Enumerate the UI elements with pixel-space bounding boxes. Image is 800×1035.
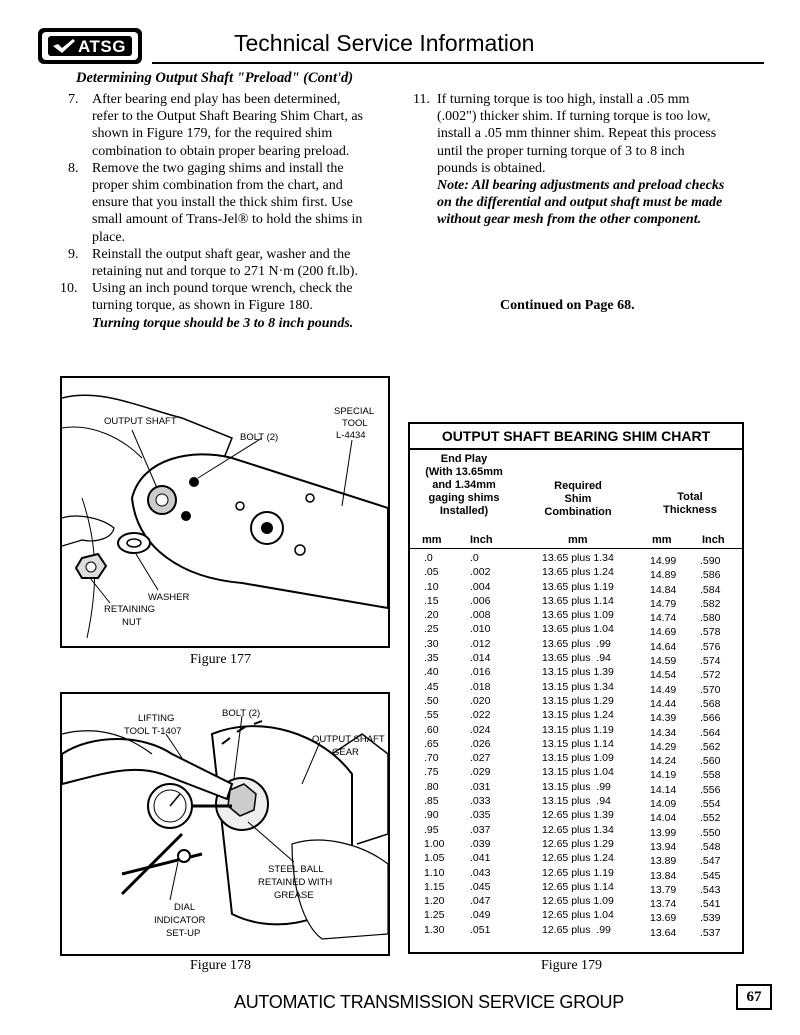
- table-cell: .014: [470, 652, 491, 665]
- table-row: [410, 709, 742, 723]
- table-cell: 14.54: [650, 669, 677, 682]
- label-steel-ball-3: GREASE: [274, 890, 314, 901]
- table-cell: .010: [470, 623, 491, 636]
- page-title: Technical Service Information: [234, 30, 535, 56]
- table-cell: 13.74: [650, 898, 677, 911]
- table-cell: 13.15 plus 1.24: [542, 709, 614, 722]
- shim-chart: [408, 422, 744, 954]
- figure-178-caption: Figure 178: [190, 958, 252, 973]
- table-row: [410, 666, 742, 680]
- table-cell: 14.19: [650, 769, 677, 782]
- label-bolt-178: BOLT (2): [222, 708, 261, 719]
- table-cell: .45: [424, 680, 439, 693]
- table-cell: .035: [470, 809, 491, 822]
- table-cell: .539: [700, 912, 721, 925]
- table-row: [410, 695, 742, 709]
- table-row: [410, 681, 742, 695]
- table-cell: 13.65 plus 1.34: [542, 552, 614, 564]
- table-cell: .039: [470, 837, 491, 850]
- chart-title: OUTPUT SHAFT BEARING SHIM CHART: [410, 424, 742, 450]
- step-10: 10. Using an inch pound torque wrench, check the turning torque, as shown in Figure 180. Turning torque should be 3 to 8 inch pounds.: [60, 280, 368, 332]
- table-cell: .051: [470, 923, 491, 936]
- table-cell: 14.89: [650, 569, 677, 582]
- table-cell: .045: [470, 880, 491, 893]
- header-rule: [152, 62, 764, 64]
- figure-178-illustration: [62, 694, 388, 954]
- table-row: [410, 881, 742, 895]
- figure-177-caption: Figure 177: [190, 652, 252, 667]
- label-output-shaft: OUTPUT SHAFT: [104, 416, 177, 427]
- continued-note: Continued on Page 68.: [500, 298, 635, 313]
- table-row: [410, 552, 742, 566]
- table-cell: .582: [700, 597, 721, 610]
- table-row: [410, 766, 742, 780]
- logo-text: ATSG: [78, 37, 126, 56]
- label-washer: WASHER: [148, 592, 190, 603]
- table-cell: 12.65 plus 1.14: [542, 880, 614, 893]
- table-row: [410, 724, 742, 738]
- table-row: [410, 738, 742, 752]
- table-cell: .20: [424, 609, 439, 622]
- table-cell: 12.65 plus 1.39: [542, 809, 614, 822]
- figure-177-illustration: [62, 378, 388, 646]
- table-cell: .0: [424, 552, 433, 564]
- table-row: [410, 566, 742, 580]
- table-cell: 12.65 plus 1.09: [542, 895, 614, 908]
- step-7: 7. After bearing end play has been determined, refer to the Output Shaft Bearing Shim Chart, as shown in Figure 179, for the required shim combination to obtain proper bearing preload.: [68, 92, 363, 159]
- table-cell: 14.99: [650, 555, 677, 567]
- step-9: 9. Reinstall the output shaft gear, washer and the retaining nut and torque to 271 N·m (200 ft.lb).: [68, 246, 358, 280]
- table-row: [410, 581, 742, 595]
- label-retaining-nut-1: RETAINING: [104, 604, 156, 615]
- atsg-logo: [38, 28, 142, 64]
- table-cell: .90: [424, 809, 439, 822]
- label-dial-1: DIAL: [174, 902, 196, 913]
- table-cell: .006: [470, 594, 491, 607]
- step-11: 11. If turning torque is too high, install a .05 mm (.002") thicker shim. If turning torque is too low, install a .05 mm thinner shim. Repeat this process until the proper turning torque of 3 to 8 inch pounds is obtained. Note: All bearing adjustments and preload checks on the differential and output shaft must be made without gear mesh from the other component.: [413, 92, 725, 228]
- table-cell: 13.65 plus 1.19: [542, 580, 614, 593]
- table-cell: .95: [424, 823, 439, 836]
- table-row: [410, 852, 742, 866]
- table-cell: 13.15 plus 1.34: [542, 680, 614, 693]
- table-cell: .026: [470, 737, 491, 750]
- table-cell: 13.89: [650, 855, 677, 868]
- table-row: [410, 909, 742, 923]
- figure-179-caption: Figure 179: [541, 958, 603, 973]
- table-cell: 12.65 plus .99: [542, 923, 611, 936]
- table-cell: 13.15 plus .99: [542, 780, 611, 793]
- table-cell: 1.15: [424, 880, 445, 893]
- table-cell: .80: [424, 780, 439, 793]
- label-special-tool-3: L-4434: [336, 430, 366, 441]
- table-cell: 14.49: [650, 683, 677, 696]
- unit-shim-mm: mm: [568, 534, 588, 546]
- table-cell: 13.15 plus .94: [542, 795, 611, 808]
- table-cell: .041: [470, 852, 491, 865]
- table-cell: 13.15 plus 1.29: [542, 694, 614, 707]
- figure-178: [60, 692, 390, 956]
- table-cell: .552: [700, 812, 721, 825]
- section-subtitle: Determining Output Shaft "Preload" (Cont'd): [76, 70, 354, 86]
- table-cell: .002: [470, 566, 491, 579]
- label-special-tool-1: SPECIAL: [334, 406, 375, 417]
- table-cell: .548: [700, 840, 721, 853]
- table-cell: .033: [470, 795, 491, 808]
- table-cell: 14.04: [650, 812, 677, 825]
- table-cell: .586: [700, 569, 721, 582]
- label-bolt: BOLT (2): [240, 432, 279, 443]
- table-cell: 1.05: [424, 852, 445, 865]
- table-cell: .541: [700, 898, 721, 911]
- unit-endplay-mm: mm: [422, 534, 442, 546]
- table-cell: 13.15 plus 1.14: [542, 737, 614, 750]
- table-cell: 13.65 plus 1.24: [542, 566, 614, 579]
- table-row: [410, 924, 742, 938]
- table-row: [410, 867, 742, 881]
- table-cell: 1.20: [424, 895, 445, 908]
- table-cell: 12.65 plus 1.04: [542, 909, 614, 922]
- table-cell: 13.99: [650, 826, 677, 839]
- table-cell: 13.69: [650, 912, 677, 925]
- table-cell: 13.15 plus 1.39: [542, 666, 614, 679]
- table-row: [410, 609, 742, 623]
- table-cell: .10: [424, 580, 439, 593]
- table-cell: .550: [700, 826, 721, 839]
- table-cell: 14.69: [650, 626, 677, 639]
- table-cell: .580: [700, 612, 721, 625]
- table-cell: 1.30: [424, 923, 445, 936]
- table-cell: 12.65 plus 1.19: [542, 866, 614, 879]
- table-row: [410, 895, 742, 909]
- table-row: [410, 838, 742, 852]
- chart-rows: [410, 552, 742, 938]
- label-special-tool-2: TOOL: [342, 418, 368, 429]
- table-cell: .020: [470, 694, 491, 707]
- table-cell: .15: [424, 594, 439, 607]
- table-cell: 14.79: [650, 597, 677, 610]
- table-cell: 13.94: [650, 840, 677, 853]
- table-cell: .008: [470, 609, 491, 622]
- label-lifting-1: LIFTING: [138, 713, 175, 724]
- right-column: [413, 91, 725, 229]
- table-cell: 13.65 plus 1.14: [542, 594, 614, 607]
- table-cell: .40: [424, 666, 439, 679]
- table-cell: .545: [700, 869, 721, 882]
- table-cell: 1.00: [424, 837, 445, 850]
- table-cell: .049: [470, 909, 491, 922]
- table-cell: 12.65 plus 1.34: [542, 823, 614, 836]
- unit-endplay-inch: Inch: [470, 534, 493, 546]
- end-play-header: End Play (With 13.65mm and 1.34mm gaging shims Installed): [425, 453, 503, 517]
- step-10-emphasis: Turning torque should be 3 to 8 inch pounds.: [92, 315, 354, 331]
- table-row: [410, 795, 742, 809]
- table-cell: 13.15 plus 1.09: [542, 752, 614, 765]
- table-cell: 14.84: [650, 583, 677, 596]
- table-cell: 14.14: [650, 783, 677, 796]
- table-cell: 14.09: [650, 798, 677, 811]
- table-cell: .590: [700, 555, 721, 567]
- table-cell: .037: [470, 823, 491, 836]
- label-steel-ball-2: RETAINED WITH: [258, 877, 333, 888]
- table-cell: .004: [470, 580, 491, 593]
- step-11-note: Note: All bearing adjustments and preload checks on the differential and output shaft must be made without gear mesh from the other component.: [437, 178, 725, 228]
- table-cell: .570: [700, 683, 721, 696]
- table-cell: .60: [424, 723, 439, 736]
- table-cell: .024: [470, 723, 491, 736]
- label-retaining-nut-2: NUT: [122, 617, 142, 628]
- left-column: [60, 91, 368, 332]
- table-row: [410, 595, 742, 609]
- table-cell: 13.65 plus 1.09: [542, 609, 614, 622]
- table-cell: .584: [700, 583, 721, 596]
- table-cell: .05: [424, 566, 439, 579]
- table-cell: .564: [700, 726, 721, 739]
- table-cell: .547: [700, 855, 721, 868]
- table-cell: .562: [700, 740, 721, 753]
- required-shim-header: Required Shim Combination: [544, 480, 612, 518]
- table-cell: .022: [470, 709, 491, 722]
- unit-total-mm: mm: [652, 534, 672, 546]
- unit-total-inch: Inch: [702, 534, 725, 546]
- step-8: 8. Remove the two gaging shims and install the proper shim combination from the chart, and ensure that you install the thick shim first. Use small amount of Trans-Jel® to hold the shims in place.: [68, 160, 363, 245]
- table-row: [410, 623, 742, 637]
- table-cell: .043: [470, 866, 491, 879]
- table-cell: 13.79: [650, 883, 677, 896]
- table-cell: 1.25: [424, 909, 445, 922]
- table-cell: 13.15 plus 1.04: [542, 766, 614, 779]
- table-cell: 14.24: [650, 755, 677, 768]
- unit-rule: [410, 548, 742, 549]
- table-cell: .50: [424, 694, 439, 707]
- table-cell: .65: [424, 737, 439, 750]
- table-cell: .55: [424, 709, 439, 722]
- table-cell: .75: [424, 766, 439, 779]
- table-cell: .012: [470, 637, 491, 650]
- table-cell: .560: [700, 755, 721, 768]
- label-output-gear-2: GEAR: [332, 747, 359, 758]
- table-row: [410, 638, 742, 652]
- table-cell: .016: [470, 666, 491, 679]
- table-row: [410, 752, 742, 766]
- table-cell: .574: [700, 655, 721, 668]
- table-cell: .558: [700, 769, 721, 782]
- table-cell: .578: [700, 626, 721, 639]
- table-cell: .554: [700, 798, 721, 811]
- table-cell: 14.64: [650, 640, 677, 653]
- table-cell: .0: [470, 552, 479, 564]
- table-cell: 14.34: [650, 726, 677, 739]
- table-cell: 14.59: [650, 655, 677, 668]
- table-cell: .027: [470, 752, 491, 765]
- table-cell: .85: [424, 795, 439, 808]
- label-dial-2: INDICATOR: [154, 915, 206, 926]
- footer-text: AUTOMATIC TRANSMISSION SERVICE GROUP: [234, 992, 624, 1012]
- checkmark-icon: [53, 39, 75, 53]
- table-cell: .537: [700, 926, 721, 939]
- table-cell: .031: [470, 780, 491, 793]
- table-cell: .047: [470, 895, 491, 908]
- page-number: 67: [736, 984, 772, 1010]
- table-cell: 14.39: [650, 712, 677, 725]
- table-cell: 12.65 plus 1.29: [542, 837, 614, 850]
- table-cell: 13.84: [650, 869, 677, 882]
- table-row: [410, 781, 742, 795]
- label-lifting-2: TOOL T-1407: [124, 726, 182, 737]
- table-cell: 1.10: [424, 866, 445, 879]
- table-cell: .029: [470, 766, 491, 779]
- table-cell: 14.74: [650, 612, 677, 625]
- table-cell: .556: [700, 783, 721, 796]
- table-cell: .35: [424, 652, 439, 665]
- label-output-gear-1: OUTPUT SHAFT: [312, 734, 385, 745]
- total-thickness-header: Total Thickness: [663, 491, 717, 516]
- table-cell: .25: [424, 623, 439, 636]
- label-steel-ball-1: STEEL BALL: [268, 864, 324, 875]
- table-cell: 12.65 plus 1.24: [542, 852, 614, 865]
- table-cell: .543: [700, 883, 721, 896]
- table-cell: 13.64: [650, 926, 677, 939]
- table-cell: .568: [700, 697, 721, 710]
- label-dial-3: SET-UP: [166, 928, 201, 939]
- table-cell: 13.65 plus .94: [542, 652, 611, 665]
- table-row: [410, 809, 742, 823]
- table-cell: 13.15 plus 1.19: [542, 723, 614, 736]
- table-cell: 13.65 plus 1.04: [542, 623, 614, 636]
- table-cell: .576: [700, 640, 721, 653]
- table-cell: 14.29: [650, 740, 677, 753]
- figure-177: [60, 376, 390, 648]
- table-cell: 13.65 plus .99: [542, 637, 611, 650]
- table-cell: 14.44: [650, 697, 677, 710]
- table-row: [410, 824, 742, 838]
- table-row: [410, 652, 742, 666]
- table-cell: .572: [700, 669, 721, 682]
- table-cell: .018: [470, 680, 491, 693]
- table-cell: .566: [700, 712, 721, 725]
- table-cell: .70: [424, 752, 439, 765]
- table-cell: .30: [424, 637, 439, 650]
